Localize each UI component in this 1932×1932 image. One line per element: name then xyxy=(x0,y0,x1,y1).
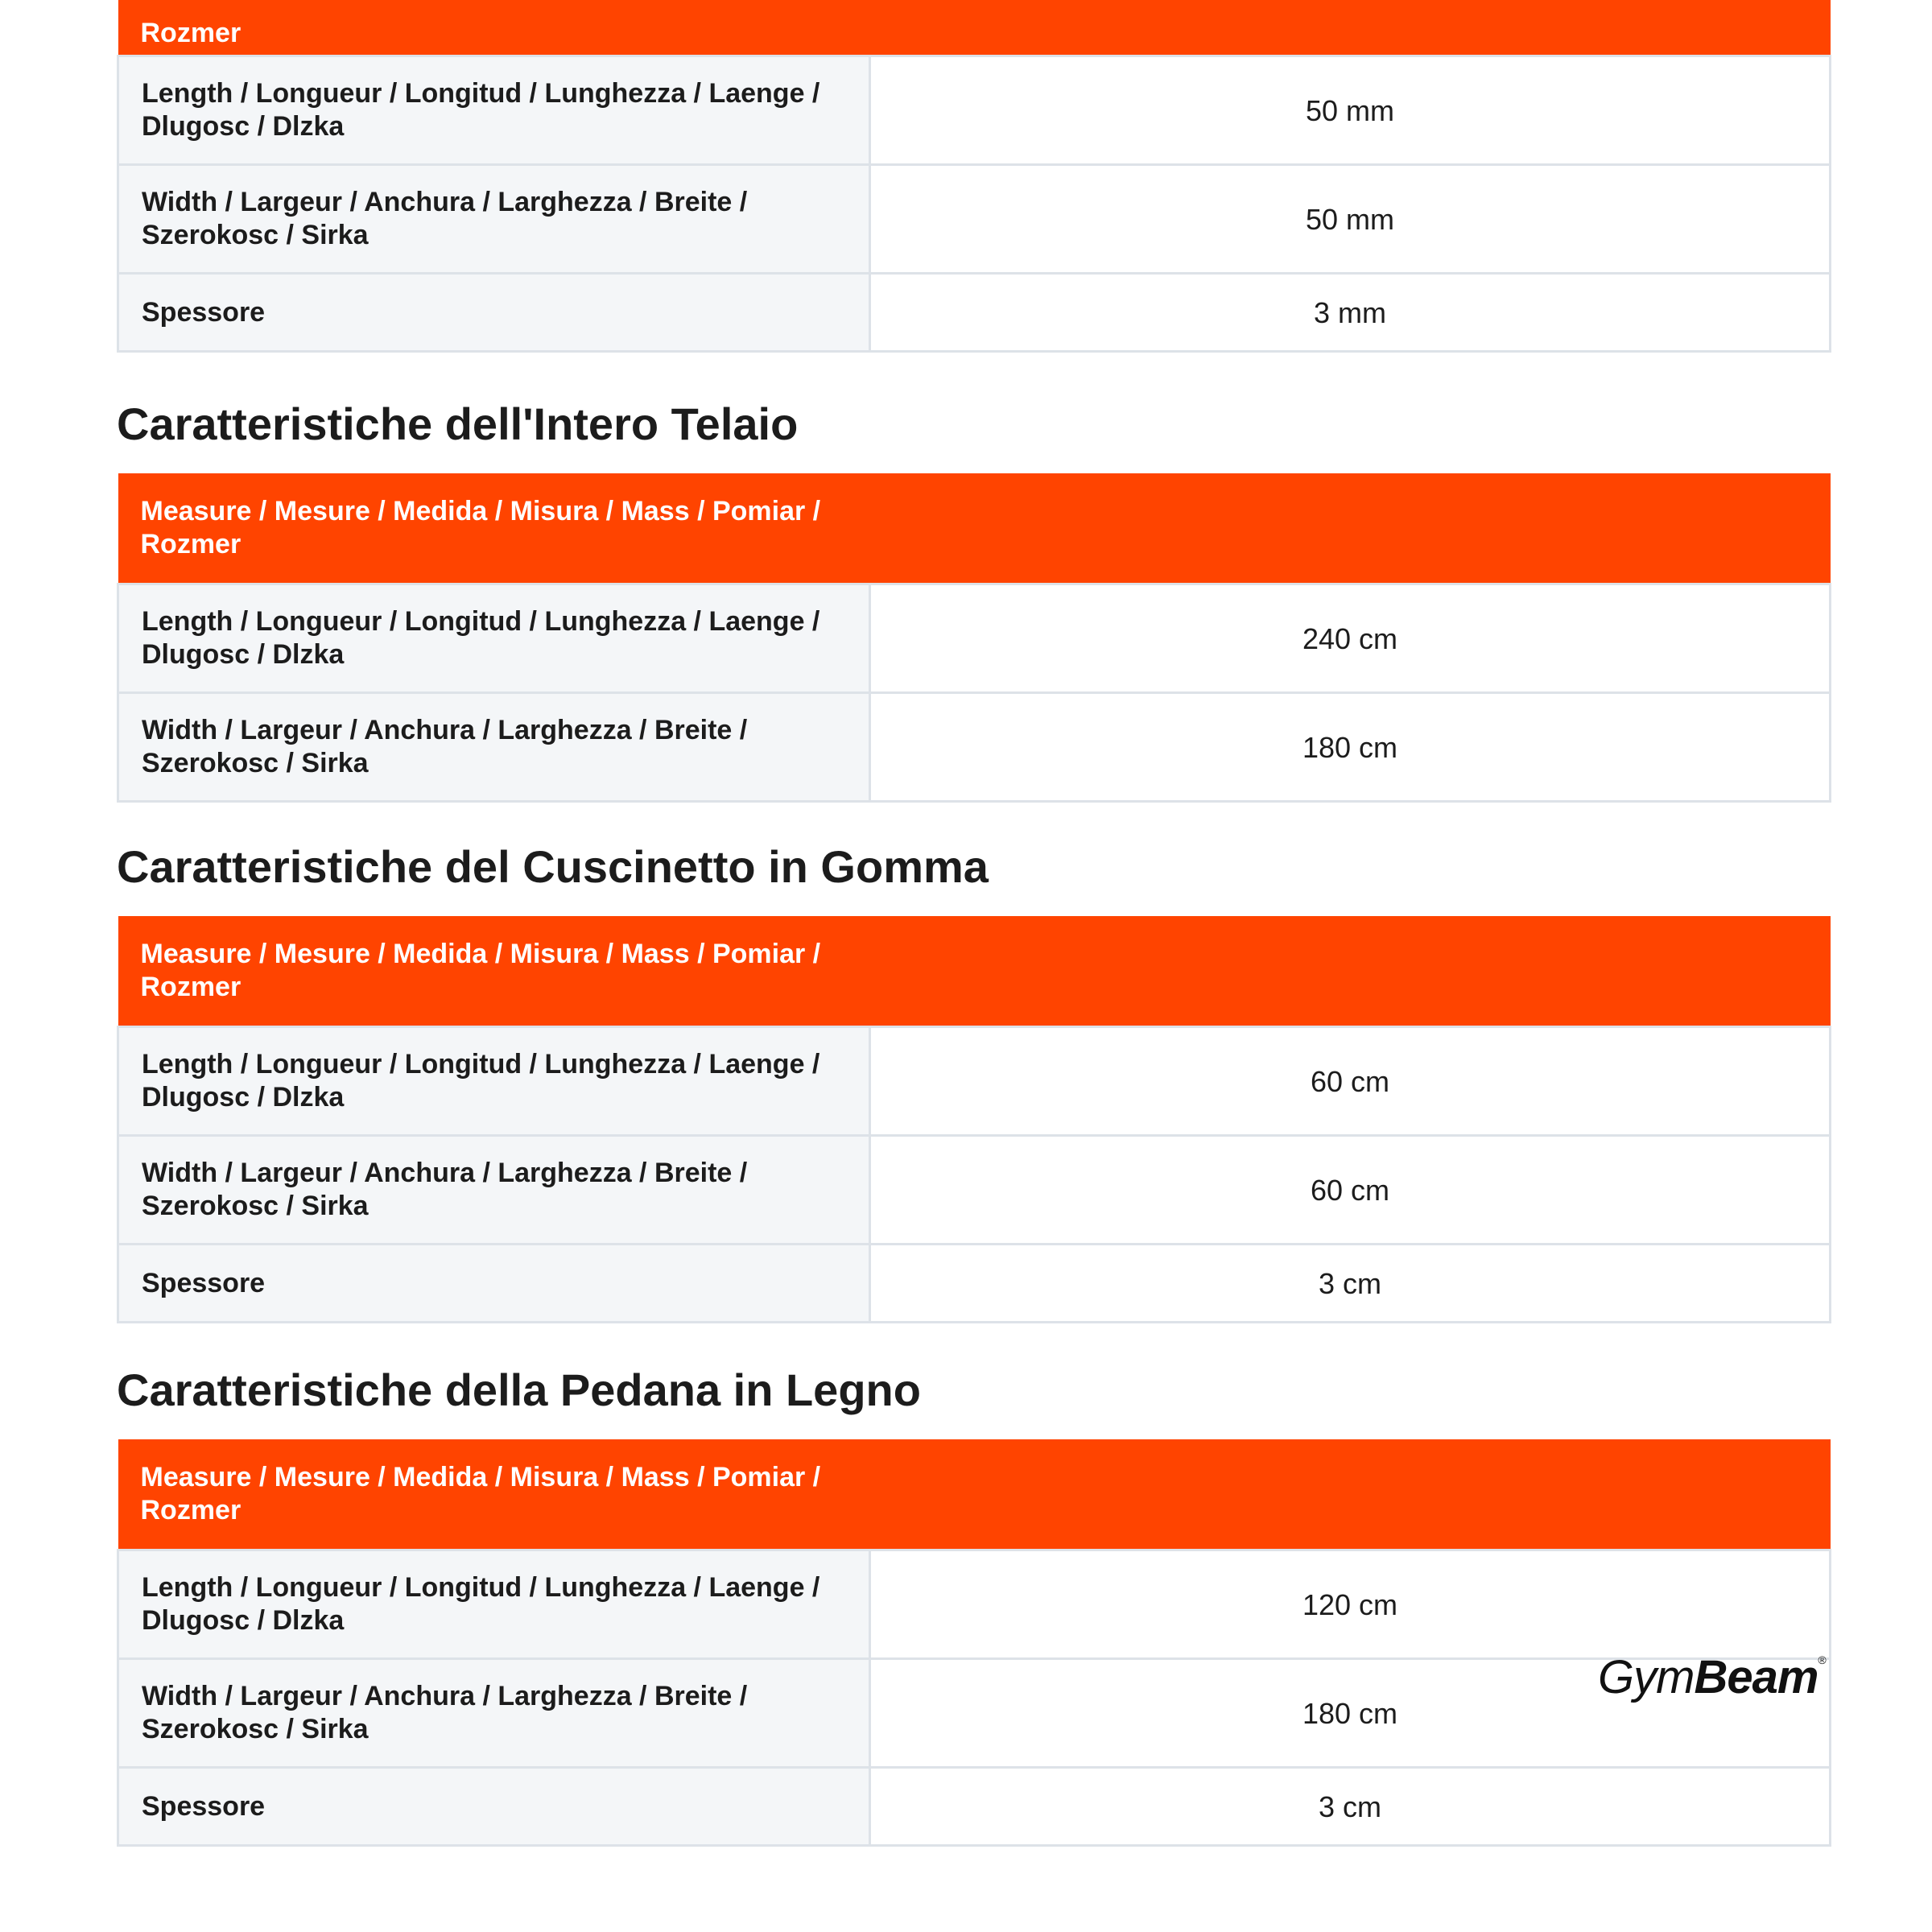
row-label: Length / Longueur / Longitud / Lunghezza / Laenge / Dlugosc / Dlzka xyxy=(118,1027,870,1136)
spec-table-frame xyxy=(117,473,1831,803)
header-label: Rozmer xyxy=(140,17,242,48)
header-label: Measure / Mesure / Medida / Misura / Mass / Pomiar / Rozmer xyxy=(118,473,870,584)
row-value: 180 cm xyxy=(870,693,1831,802)
section-title-frame: Caratteristiche dell'Intero Telaio xyxy=(117,398,799,449)
row-value: 50 mm xyxy=(870,165,1831,274)
row-label: Spessore xyxy=(118,274,870,352)
row-value: 3 mm xyxy=(870,274,1831,352)
row-label: Length / Longueur / Longitud / Lunghezza / Laenge / Dlugosc / Dlzka xyxy=(118,1550,870,1659)
row-value: 3 cm xyxy=(870,1245,1831,1323)
logo-text-light: Gym xyxy=(1598,1651,1695,1703)
row-label: Length / Longueur / Longitud / Lunghezza / Laenge / Dlugosc / Dlzka xyxy=(118,584,870,693)
header-cell-empty xyxy=(870,1439,1831,1550)
row-value: 120 cm xyxy=(870,1550,1831,1659)
row-value: 240 cm xyxy=(870,584,1831,693)
header-cell-empty xyxy=(870,473,1831,584)
row-label: Length / Longueur / Longitud / Lunghezza / Laenge / Dlugosc / Dlzka xyxy=(118,56,870,165)
row-label: Spessore xyxy=(118,1245,870,1323)
spec-table-top xyxy=(117,0,1831,353)
header-cell-empty xyxy=(870,916,1831,1027)
spec-table-wood-platform xyxy=(117,1439,1831,1847)
spec-table-rubber-pad xyxy=(117,916,1831,1323)
table-row xyxy=(118,1027,1831,1136)
table-row xyxy=(118,1550,1831,1659)
row-label: Spessore xyxy=(118,1768,870,1846)
table-header-row xyxy=(118,473,1831,584)
table-header-row xyxy=(118,0,1831,56)
row-label: Width / Largeur / Anchura / Larghezza / Breite / Szerokosc / Sirka xyxy=(118,1659,870,1768)
row-label: Width / Largeur / Anchura / Larghezza / Breite / Szerokosc / Sirka xyxy=(118,1136,870,1245)
table-row xyxy=(118,165,1831,274)
table-row xyxy=(118,1136,1831,1245)
section-title-wood-platform: Caratteristiche della Pedana in Legno xyxy=(117,1364,921,1415)
gymbeam-logo xyxy=(1598,1650,1826,1704)
table-header-row xyxy=(118,1439,1831,1550)
row-value: 60 cm xyxy=(870,1027,1831,1136)
header-cell-empty xyxy=(870,0,1831,56)
table-row xyxy=(118,584,1831,693)
header-label: Measure / Mesure / Medida / Misura / Mass / Pomiar / Rozmer xyxy=(118,1439,870,1550)
table-header-row xyxy=(118,916,1831,1027)
row-value: 60 cm xyxy=(870,1136,1831,1245)
table-row xyxy=(118,56,1831,165)
table-row xyxy=(118,1768,1831,1846)
registered-mark: ® xyxy=(1818,1653,1826,1666)
row-label: Width / Largeur / Anchura / Larghezza / Breite / Szerokosc / Sirka xyxy=(118,693,870,802)
table-row xyxy=(118,274,1831,352)
logo-text-bold: Beam xyxy=(1694,1651,1818,1703)
row-value: 50 mm xyxy=(870,56,1831,165)
row-value: 180 cm xyxy=(870,1659,1831,1768)
table-row xyxy=(118,1245,1831,1323)
section-title-rubber-pad: Caratteristiche del Cuscinetto in Gomma xyxy=(117,841,989,892)
header-label: Measure / Mesure / Medida / Misura / Mass / Pomiar / Rozmer xyxy=(118,916,870,1027)
header-cell xyxy=(118,0,870,56)
row-label: Width / Largeur / Anchura / Larghezza / Breite / Szerokosc / Sirka xyxy=(118,165,870,274)
row-value: 3 cm xyxy=(870,1768,1831,1846)
table-row xyxy=(118,1659,1831,1768)
table-row xyxy=(118,693,1831,802)
